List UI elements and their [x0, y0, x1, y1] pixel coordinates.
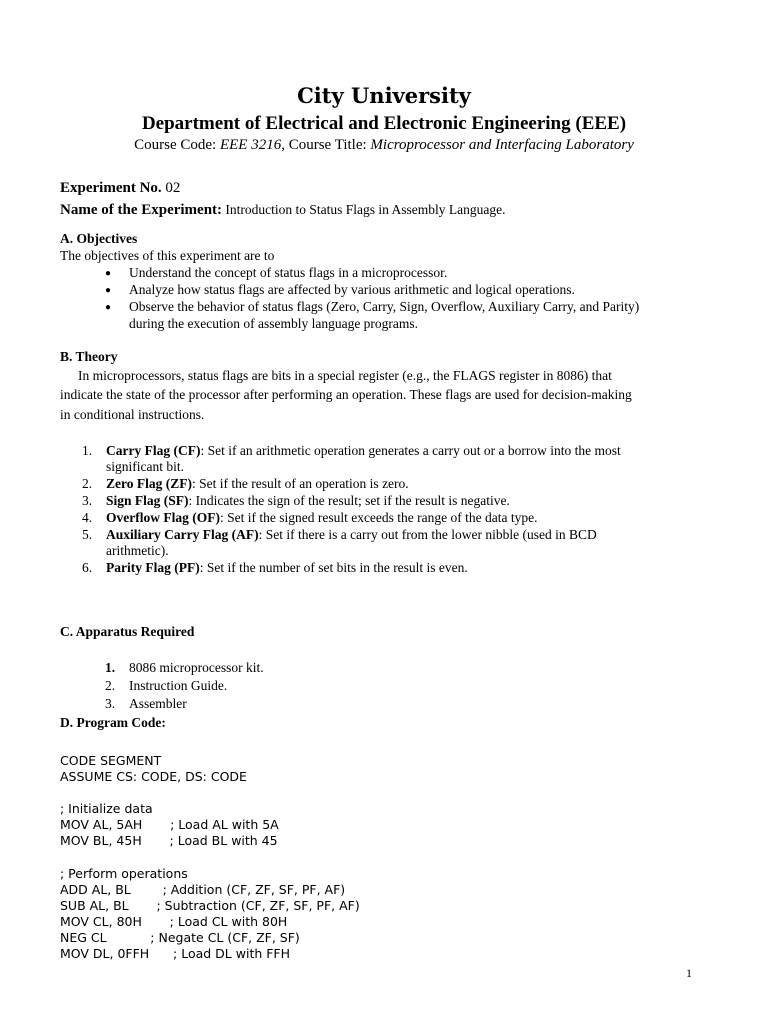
flag-number: 1.	[82, 443, 93, 458]
program-heading: D. Program Code:	[60, 715, 166, 730]
flag-desc: : Set if the number of set bits in the result is even.	[199, 560, 468, 575]
apparatus-number: 3.	[105, 696, 116, 711]
experiment-number-value: 02	[161, 180, 181, 196]
department-title: Department of Electrical and Electronic Engineering (EEE)	[141, 113, 627, 134]
flag-item-auxiliary	[106, 527, 597, 543]
apparatus-heading: C. Apparatus Required	[60, 624, 195, 639]
flag-name: Auxiliary Carry Flag (AF)	[106, 527, 259, 542]
experiment-number-label: Experiment No.	[60, 180, 162, 196]
objective-item-continued: during the execution of assembly language programs.	[129, 316, 419, 331]
objective-item: Understand the concept of status flags in a microprocessor.	[129, 265, 448, 280]
bullet-icon: ●	[105, 285, 112, 296]
experiment-name-value: Introduction to Status Flags in Assembly Language.	[222, 202, 506, 217]
apparatus-item: 8086 microprocessor kit.	[129, 660, 264, 675]
course-code: EEE 3216	[219, 137, 282, 153]
code-line: NEG CL ; Negate CL (CF, ZF, SF)	[60, 930, 300, 945]
apparatus-number: 1.	[105, 660, 116, 675]
code-line: MOV BL, 45H ; Load BL with 45	[60, 833, 278, 848]
course-code-label: Course Code:	[134, 137, 220, 153]
code-line: MOV DL, 0FFH ; Load DL with FFH	[60, 946, 291, 961]
flag-desc: : Set if there is a carry out from the lower nibble (used in BCD	[258, 527, 597, 542]
flag-desc-continued: significant bit.	[106, 459, 184, 474]
experiment-number	[60, 180, 180, 197]
flag-desc: : Set if an arithmetic operation generates a carry out or a borrow into the most	[200, 443, 621, 458]
experiment-name	[60, 201, 506, 219]
flag-name: Sign Flag (SF)	[106, 493, 189, 508]
flag-item-carry	[106, 443, 621, 459]
apparatus-item: Assembler	[129, 696, 187, 711]
flag-name: Parity Flag (PF)	[106, 560, 200, 575]
code-line: CODE SEGMENT	[60, 753, 162, 768]
flag-desc: : Set if the result of an operation is zero.	[191, 476, 409, 491]
flag-item-zero	[106, 476, 409, 492]
flag-item-sign	[106, 493, 510, 509]
bullet-icon: ●	[105, 268, 112, 279]
flag-name: Zero Flag (ZF)	[106, 476, 192, 491]
code-line: MOV CL, 80H ; Load CL with 80H	[60, 914, 288, 929]
flag-number: 6.	[82, 560, 93, 575]
flag-number: 4.	[82, 510, 93, 525]
theory-heading: B. Theory	[60, 349, 118, 364]
code-line: ADD AL, BL ; Addition (CF, ZF, SF, PF, AF)	[60, 882, 346, 897]
code-line: ASSUME CS: CODE, DS: CODE	[60, 769, 247, 784]
code-line: ; Initialize data	[60, 801, 153, 816]
apparatus-number: 2.	[105, 678, 116, 693]
page-number: 1	[686, 966, 692, 980]
flag-item-overflow	[106, 510, 537, 526]
flag-number: 3.	[82, 493, 93, 508]
flag-desc: : Indicates the sign of the result; set if the result is negative.	[188, 493, 510, 508]
flag-name: Carry Flag (CF)	[106, 443, 201, 458]
flag-number: 2.	[82, 476, 93, 491]
flag-desc: : Set if the signed result exceeds the range of the data type.	[219, 510, 538, 525]
objective-item: Analyze how status flags are affected by various arithmetic and logical operations.	[129, 282, 575, 297]
flag-item-parity	[106, 560, 468, 576]
objectives-intro: The objectives of this experiment are to	[60, 248, 275, 263]
university-title: City University	[297, 83, 471, 108]
theory-paragraph-line: in conditional instructions.	[60, 407, 205, 422]
course-title-label: , Course Title:	[281, 137, 371, 153]
code-line: ; Perform operations	[60, 866, 188, 881]
experiment-name-label: Name of the Experiment:	[60, 202, 223, 218]
objective-item: Observe the behavior of status flags (Zero, Carry, Sign, Overflow, Auxiliary Carry, and Parity)	[129, 299, 640, 314]
code-line: MOV AL, 5AH ; Load AL with 5A	[60, 817, 279, 832]
flag-name: Overflow Flag (OF)	[106, 510, 220, 525]
objectives-heading: A. Objectives	[60, 231, 138, 246]
course-title: Microprocessor and Interfacing Laboratory	[370, 137, 634, 153]
theory-paragraph-line: indicate the state of the processor after performing an operation. These flags are used for decision-making	[60, 387, 632, 402]
flag-desc-continued: arithmetic).	[106, 543, 169, 558]
flag-number: 5.	[82, 527, 93, 542]
theory-paragraph-line: In microprocessors, status flags are bits in a special register (e.g., the FLAGS register in 8086) that	[78, 368, 612, 383]
apparatus-item: Instruction Guide.	[129, 678, 228, 693]
course-line	[0, 137, 768, 154]
bullet-icon: ●	[105, 302, 112, 313]
code-line: SUB AL, BL ; Subtraction (CF, ZF, SF, PF, AF)	[60, 898, 360, 913]
